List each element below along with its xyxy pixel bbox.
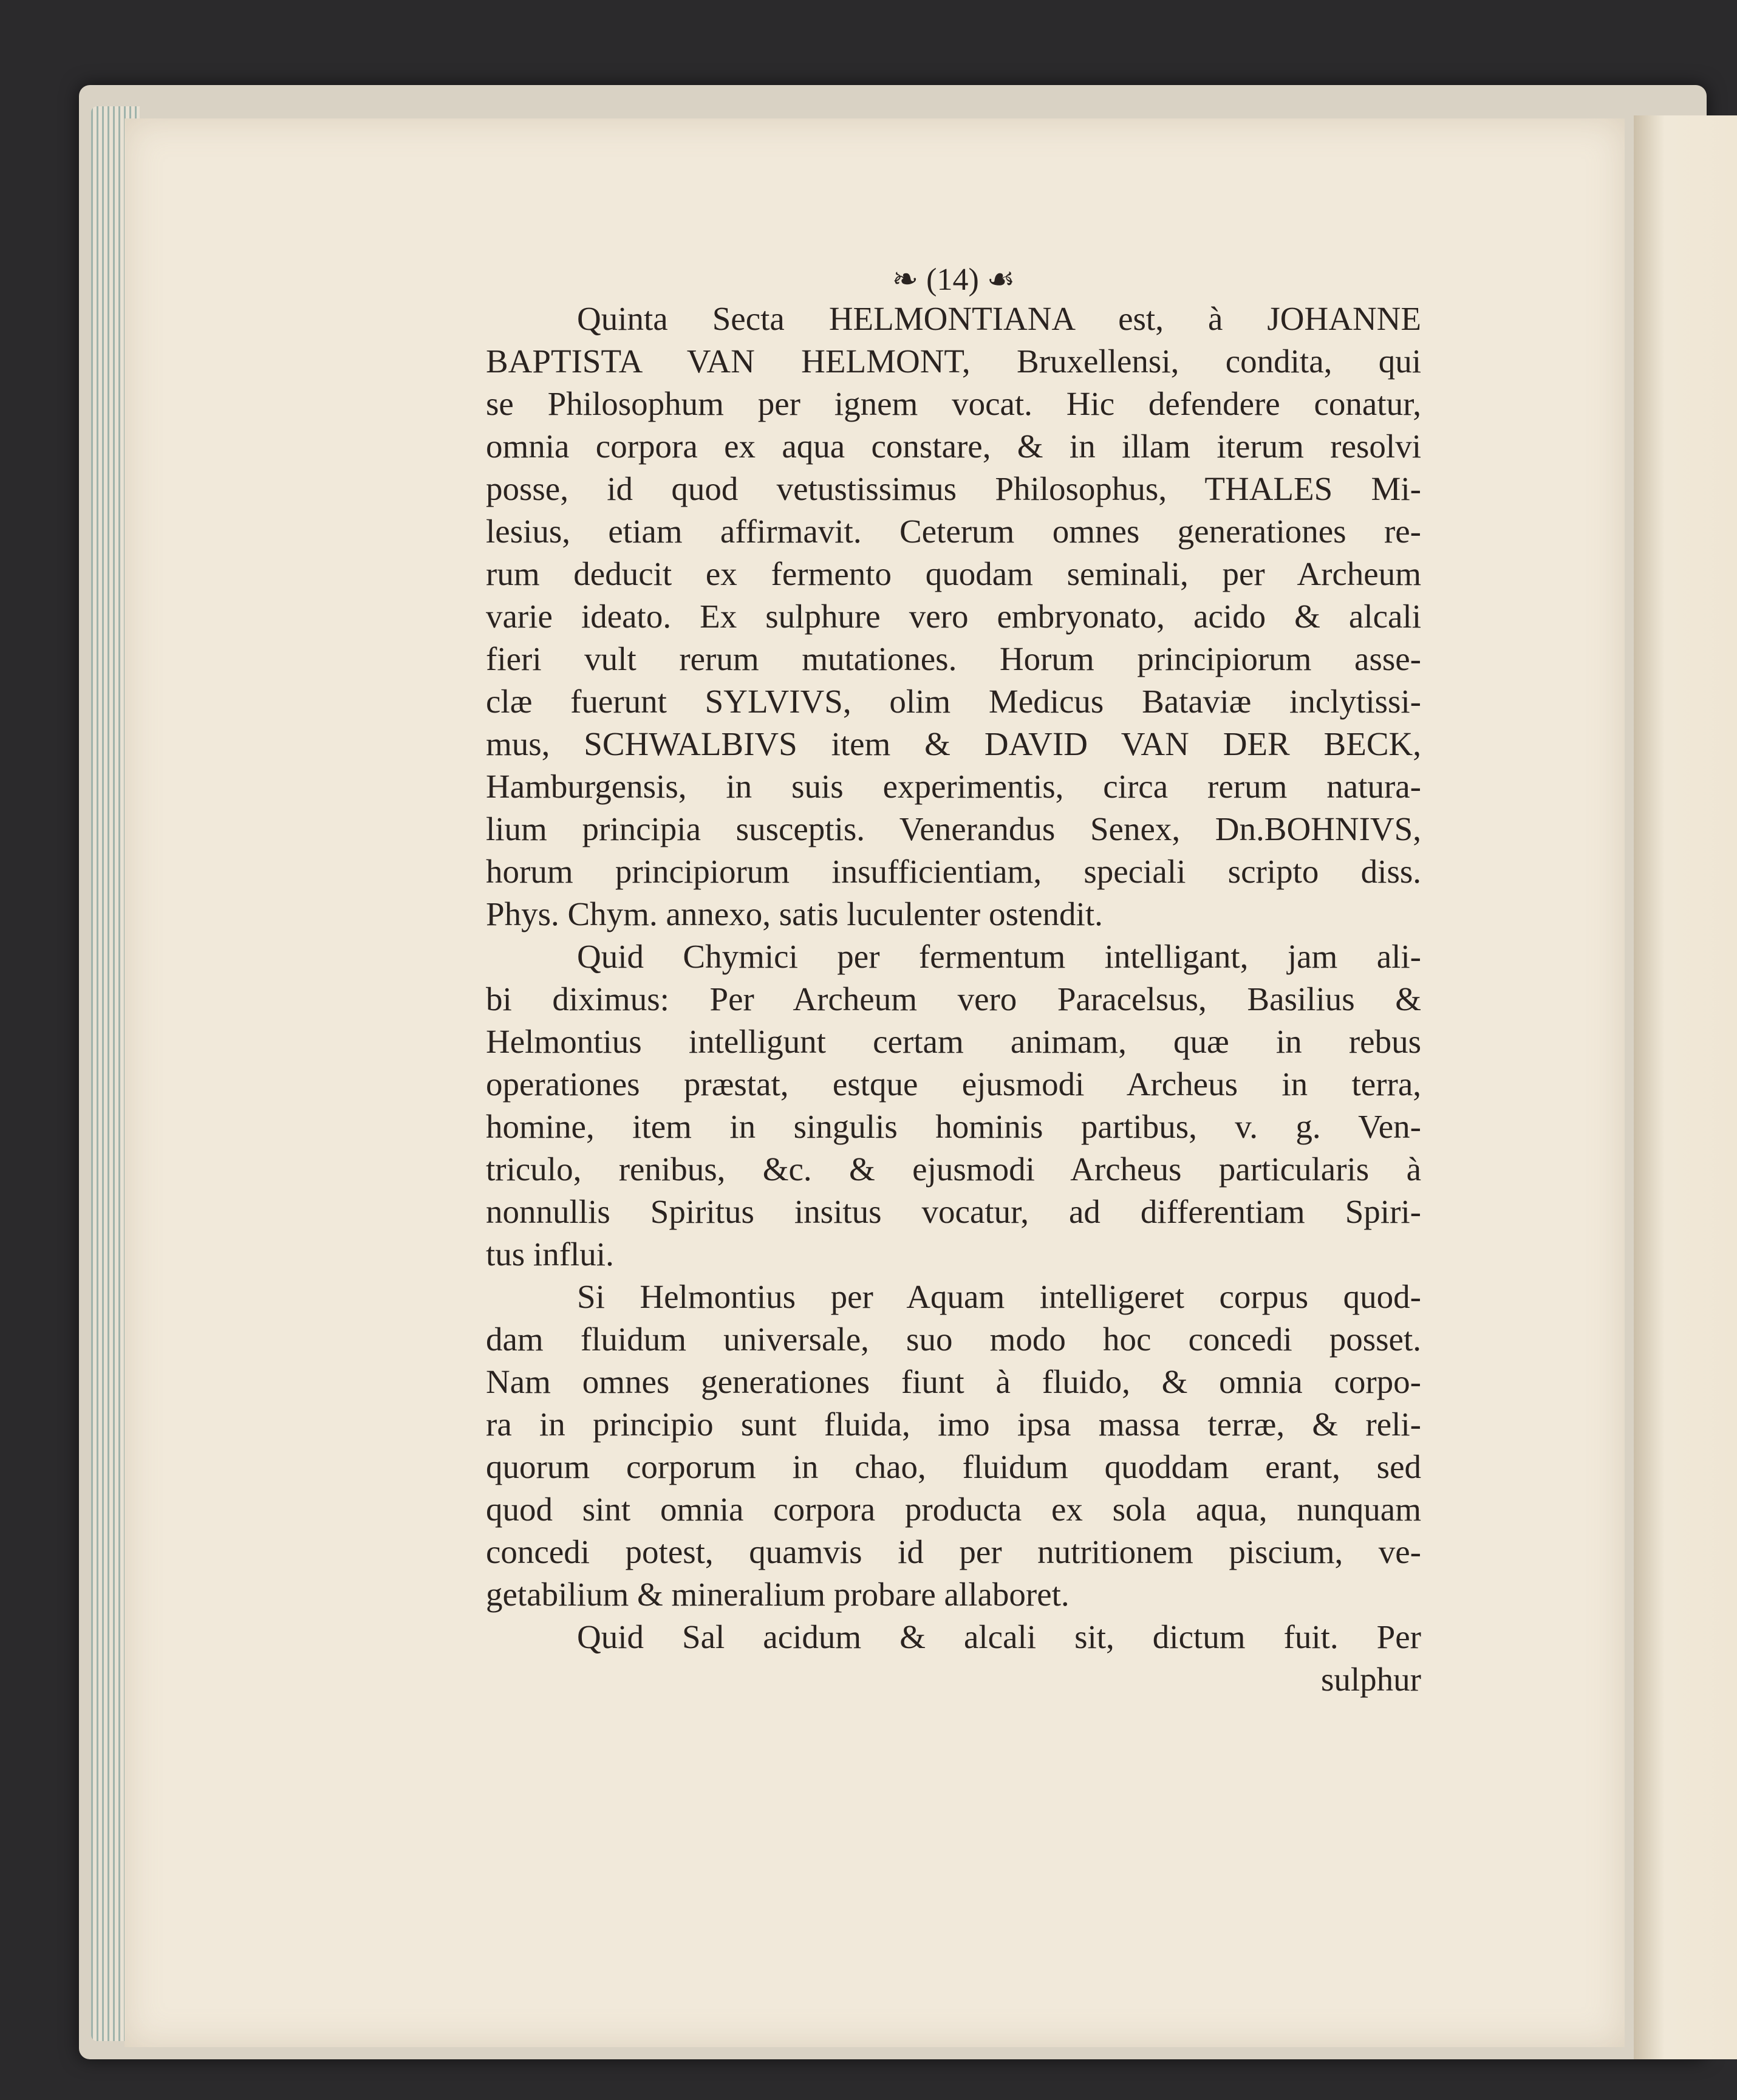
text-line: Quinta Secta HELMONTIANA est, à JOHANNE xyxy=(577,300,1421,337)
catchword: sulphur xyxy=(1321,1661,1421,1698)
text-line: Hamburgensis, in suis experimentis, circa rerum natura- xyxy=(486,768,1421,805)
text-line: Quid Chymici per fermentum intelligant, jam ali- xyxy=(577,938,1421,975)
text-line: ra in principio sunt fluida, imo ipsa massa terræ, & reli- xyxy=(486,1406,1421,1443)
page-number: (14) xyxy=(926,262,979,297)
text-line: nonnullis Spiritus insitus vocatur, ad differentiam Spiri- xyxy=(486,1193,1421,1230)
text-line: bi diximus: Per Archeum vero Paracelsus, Basilius & xyxy=(486,980,1421,1018)
facing-page-edge xyxy=(1634,115,1737,2059)
text-line: varie ideato. Ex sulphure vero embryonato, acido & alcali xyxy=(486,598,1421,635)
text-line: triculo, renibus, &c. & ejusmodi Archeus particularis à xyxy=(486,1151,1421,1188)
text-line: omnia corpora ex aqua constare, & in illam iterum resolvi xyxy=(486,428,1421,465)
text-line: lesius, etiam affirmavit. Ceterum omnes generationes re- xyxy=(486,513,1421,550)
text-line: se Philosophum per ignem vocat. Hic defendere conatur, xyxy=(486,385,1421,422)
text-line: quorum corporum in chao, fluidum quoddam erant, sed xyxy=(486,1448,1421,1485)
text-line: Quid Sal acidum & alcali sit, dictum fuit. Per xyxy=(577,1618,1421,1655)
text-line: Si Helmontius per Aquam intelligeret corpus quod- xyxy=(577,1278,1421,1315)
text-line: Nam omnes generationes fiunt à fluido, & omnia corpo- xyxy=(486,1363,1421,1400)
text-line: homine, item in singulis hominis partibus, v. g. Ven- xyxy=(486,1108,1421,1145)
text-line: fieri vult rerum mutationes. Horum principiorum asse- xyxy=(486,640,1421,677)
text-line: quod sint omnia corpora producta ex sola aqua, nunquam xyxy=(486,1491,1421,1528)
text-line: dam fluidum universale, suo modo hoc concedi posset. xyxy=(486,1321,1421,1358)
text-line: concedi potest, quamvis id per nutritionem piscium, ve- xyxy=(486,1533,1421,1570)
text-line: Phys. Chym. annexo, satis luculenter ostendit. xyxy=(486,895,1103,932)
text-line: clæ fuerunt SYLVIVS, olim Medicus Bataviæ inclytissi- xyxy=(486,683,1421,720)
text-line: lium principia susceptis. Venerandus Senex, Dn.BOHNIVS, xyxy=(486,810,1421,847)
ornament-right-icon: ☙ xyxy=(978,262,1015,297)
text-line: mus, SCHWALBIVS item & DAVID VAN DER BECK, xyxy=(486,725,1421,762)
text-line: posse, id quod vetustissimus Philosophus, THALES Mi- xyxy=(486,470,1421,507)
body-text xyxy=(486,298,1421,1698)
text-line: getabilium & mineralium probare allaboret. xyxy=(486,1576,1070,1613)
text-line: BAPTISTA VAN HELMONT, Bruxellensi, condita, qui xyxy=(486,343,1421,380)
text-line: rum deducit ex fermento quodam seminali, per Archeum xyxy=(486,555,1421,592)
text-line: tus influi. xyxy=(486,1236,614,1273)
ornament-left-icon: ❧ xyxy=(892,262,927,297)
text-line: Helmontius intelligunt certam animam, quæ in rebus xyxy=(486,1023,1421,1060)
text-line: operationes præstat, estque ejusmodi Archeus in terra, xyxy=(486,1065,1421,1103)
text-line: horum principiorum insufficientiam, speciali scripto diss. xyxy=(486,853,1421,890)
